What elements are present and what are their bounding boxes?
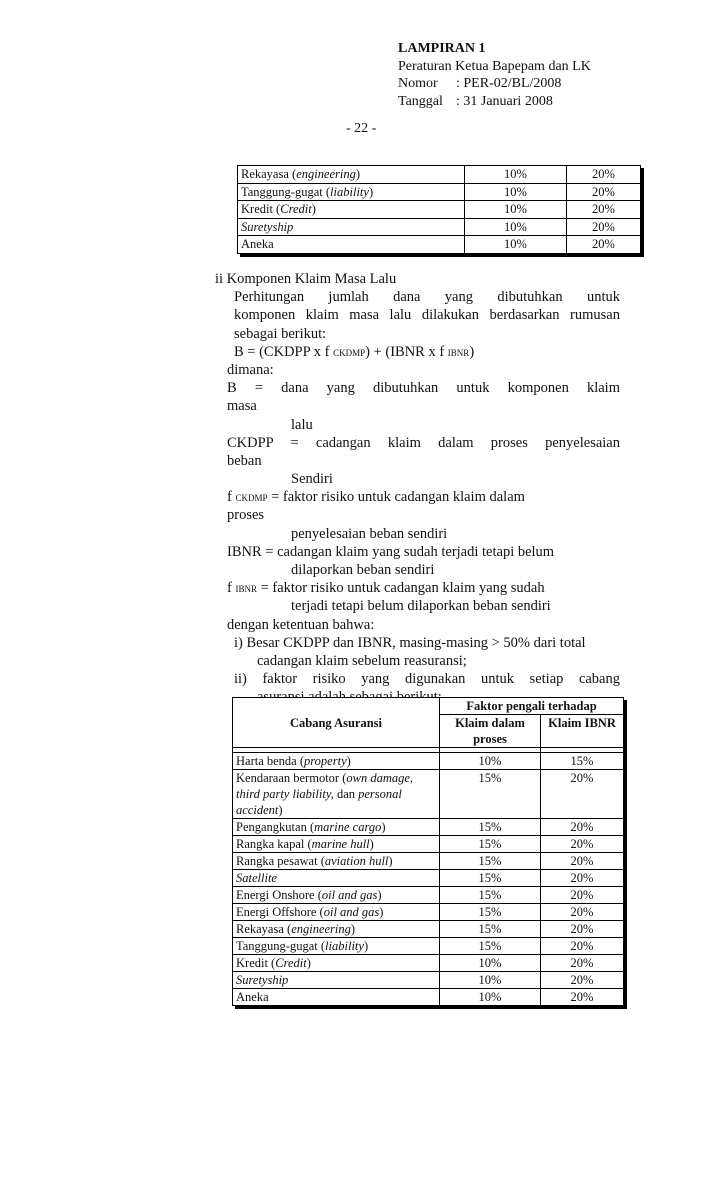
nomor-value: : PER-02/BL/2008: [456, 76, 562, 91]
tanggal-label: Tanggal: [398, 93, 443, 109]
definition-fibnr-cont: terjadi tetapi belum dilaporkan beban sendiri: [291, 598, 551, 615]
factor-claims-in-process: 10%: [440, 753, 541, 770]
factor-claims-in-process: 10%: [465, 236, 567, 254]
branch-name: ): [278, 803, 283, 817]
definition-fckdmp-cont: proses: [227, 507, 265, 524]
table-row: [238, 236, 641, 254]
factor-claims-in-process: 15%: [440, 904, 541, 921]
f-subscript: IBNR: [235, 584, 257, 595]
branch-term: aviation hull: [324, 854, 389, 868]
branch-name: Rekayasa (: [241, 167, 297, 181]
list-item-i: i) Besar CKDPP dan IBNR, masing-masing > 50% dari total: [234, 634, 586, 651]
branch-cell: [238, 201, 465, 219]
f-subscript: CKDMP: [235, 493, 268, 504]
branch-cell: [233, 819, 440, 836]
branch-cell: [233, 904, 440, 921]
definition-text: = faktor risiko untuk cadangan klaim yang sudah: [256, 580, 545, 597]
branch-cell: [233, 870, 440, 887]
table-row: [233, 921, 624, 938]
definition-fibnr: [215, 579, 620, 597]
branch-term: engineering: [291, 922, 351, 936]
branch-name: Rangka kapal (: [236, 837, 312, 851]
branch-term: Satellite: [236, 871, 277, 885]
branch-term: liability: [330, 184, 369, 199]
definition-ckdpp-cont: Sendiri: [291, 471, 333, 488]
branch-cell: [238, 236, 465, 254]
branch-name: Aneka: [241, 237, 274, 251]
branch-cell: [233, 972, 440, 989]
table-row: [233, 870, 624, 887]
branch-name: ): [377, 888, 382, 902]
table-row: [238, 166, 641, 184]
definition-b-cont: lalu: [291, 416, 313, 433]
table-row: [233, 887, 624, 904]
tanggal-value: : 31 Januari 2008: [456, 93, 553, 109]
branch-term: Credit: [275, 956, 307, 970]
formula-part: ): [469, 343, 475, 360]
factor-ibnr: 20%: [541, 989, 624, 1006]
branch-name: Pengangkutan (: [236, 820, 315, 834]
paragraph-line: komponen klaim masa lalu dilakukan berdasarkan rumusan: [234, 307, 620, 324]
tanggal-line: [398, 93, 591, 111]
branch-name: Tanggung-gugat (: [241, 184, 331, 199]
f-symbol: f: [227, 489, 236, 506]
branch-name: ): [346, 754, 351, 768]
factor-claims-in-process: 10%: [440, 989, 541, 1006]
factor-ibnr: 20%: [592, 167, 615, 181]
branch-name: Kredit (: [236, 956, 276, 970]
branch-name: Kredit (: [241, 202, 281, 216]
branch-term: marine hull: [311, 837, 370, 851]
definition-b-cont: masa: [227, 398, 257, 415]
branch-name: ): [311, 202, 316, 216]
definition-text: = faktor risiko untuk cadangan klaim dalam: [267, 489, 525, 506]
section-heading: ii Komponen Klaim Masa Lalu: [215, 271, 397, 287]
branch-name: ): [368, 184, 374, 199]
dimana-label: dimana:: [227, 361, 274, 378]
regulation-name: Peraturan Ketua Bapepam dan LK: [398, 58, 591, 74]
branch-name: Tanggung-gugat (: [236, 939, 326, 953]
branch-name: ): [379, 905, 384, 919]
factor-claims-in-process: 15%: [440, 770, 541, 819]
definition-ibnr-cont: dilaporkan beban sendiri: [291, 562, 435, 578]
branch-term: own damage, third party liability,: [236, 771, 414, 801]
branch-name: ): [381, 820, 386, 834]
factor-ibnr: 20%: [541, 972, 624, 989]
column-header-ibnr: Klaim IBNR: [541, 715, 624, 748]
document-header: [398, 40, 591, 110]
factor-ibnr: 15%: [541, 753, 624, 770]
factor-claims-in-process: 10%: [465, 218, 567, 236]
branch-term: Suretyship: [241, 219, 294, 234]
factor-claims-in-process: 10%: [465, 183, 567, 201]
table-row: [233, 819, 624, 836]
factor-ibnr: 20%: [541, 887, 624, 904]
branch-term: oil and gas: [321, 888, 378, 902]
branch-cell: [233, 836, 440, 853]
section-body: [215, 270, 620, 707]
branch-name: Rekayasa (: [236, 922, 292, 936]
factor-ibnr: 20%: [541, 921, 624, 938]
branch-cell: [233, 938, 440, 955]
branch-name: ): [388, 854, 393, 868]
formula-subscript: IBNR: [447, 347, 470, 358]
branch-cell: [233, 887, 440, 904]
factor-ibnr: 20%: [567, 236, 641, 254]
factor-claims-in-process: 15%: [440, 870, 541, 887]
paragraph-line: sebagai berikut:: [234, 325, 327, 342]
list-item-ii: ii) faktor risiko yang digunakan untuk setiap cabang: [234, 671, 620, 688]
factor-ibnr: 20%: [541, 819, 624, 836]
definition-fckdmp: [215, 488, 620, 506]
branch-cell: [238, 166, 465, 184]
table-row: [233, 904, 624, 921]
branch-name: Energi Onshore (: [236, 888, 322, 902]
factor-claims-in-process: 15%: [440, 853, 541, 870]
branch-name: ): [306, 956, 311, 970]
factor-table-continued: [237, 165, 641, 254]
branch-name: ): [363, 939, 369, 953]
branch-name: Harta benda (: [236, 754, 305, 768]
formula-subscript: CKDMP: [333, 347, 366, 358]
table-row: [233, 972, 624, 989]
factor-claims-in-process: 10%: [465, 166, 567, 184]
page-number: - 22 -: [346, 121, 377, 136]
list-item-i-cont: cadangan klaim sebelum reasuransi;: [257, 652, 467, 669]
formula: [215, 343, 620, 361]
branch-term: oil and gas: [323, 905, 380, 919]
branch-cell: [233, 989, 440, 1006]
branch-cell: [233, 770, 440, 819]
table-row: [238, 183, 641, 201]
definition-fckdmp-cont: penyelesaian beban sendiri: [291, 525, 448, 542]
branch-cell: [238, 183, 465, 201]
branch-name: Energi Offshore (: [236, 905, 324, 919]
branch-term: liability: [325, 939, 364, 953]
factor-ibnr: 20%: [541, 955, 624, 972]
factor-ibnr: 20%: [567, 201, 641, 219]
formula-part: B = (CKDPP x f: [234, 343, 334, 360]
column-header-branch: Cabang Asuransi: [233, 698, 440, 748]
factor-ibnr: 20%: [541, 836, 624, 853]
branch-term: marine cargo: [314, 820, 382, 834]
branch-cell: [238, 218, 465, 236]
paragraph-line: Perhitungan jumlah dana yang dibutuhkan untuk: [234, 289, 620, 306]
factor-ibnr: 20%: [541, 938, 624, 955]
branch-name: Rangka pesawat (: [236, 854, 325, 868]
branch-term: Suretyship: [236, 973, 289, 987]
factor-claims-in-process: 15%: [440, 819, 541, 836]
column-header-claims-in-process: Klaim dalam proses: [440, 715, 541, 748]
branch-term: engineering: [296, 167, 356, 181]
factor-claims-in-process: 15%: [440, 887, 541, 904]
branch-term: personal accident: [236, 787, 402, 817]
f-symbol: f: [227, 580, 236, 597]
factor-claims-in-process: 10%: [465, 201, 567, 219]
branch-term: property: [304, 754, 347, 768]
factor-claims-in-process: 10%: [440, 955, 541, 972]
definition-b: B = dana yang dibutuhkan untuk komponen klaim: [227, 380, 620, 397]
branch-cell: [233, 921, 440, 938]
branch-name: Aneka: [236, 990, 269, 1004]
branch-cell: [233, 955, 440, 972]
branch-name: Kendaraan bermotor (: [236, 771, 347, 785]
factor-ibnr: 20%: [541, 770, 624, 819]
column-header-group: Faktor pengali terhadap: [440, 698, 624, 715]
factor-ibnr: 20%: [567, 183, 641, 201]
factor-claims-in-process: 15%: [440, 938, 541, 955]
factor-claims-in-process: 15%: [440, 921, 541, 938]
table-row: [233, 955, 624, 972]
factor-claims-in-process: 10%: [440, 972, 541, 989]
branch-name: ): [369, 837, 374, 851]
attachment-title: LAMPIRAN 1: [398, 41, 486, 56]
factor-ibnr: 20%: [541, 853, 624, 870]
factor-ibnr: 20%: [541, 870, 624, 887]
factor-ibnr: 20%: [541, 904, 624, 921]
factor-ibnr: 20%: [567, 218, 641, 236]
definition-ckdpp: CKDPP = cadangan klaim dalam proses penyelesaian: [227, 434, 620, 451]
branch-name: dan: [333, 787, 359, 801]
definition-ibnr: IBNR = cadangan klaim yang sudah terjadi tetapi belum: [227, 543, 555, 560]
branch-name: ): [355, 167, 361, 181]
definition-ckdpp-cont: beban: [227, 452, 262, 469]
table-row: [233, 770, 624, 819]
table-row: [233, 938, 624, 955]
formula-part: ) + (IBNR x f: [365, 343, 448, 360]
table-row: [238, 201, 641, 219]
branch-cell: [233, 853, 440, 870]
nomor-line: [398, 75, 591, 93]
ketentuan-label: dengan ketentuan bahwa:: [227, 616, 375, 633]
table-row: [233, 836, 624, 853]
risk-factor-table: [232, 697, 624, 1006]
branch-name: ): [350, 922, 356, 936]
table-row: [238, 218, 641, 236]
table-row: [233, 989, 624, 1006]
nomor-label: Nomor: [398, 76, 438, 91]
table-row: [233, 853, 624, 870]
branch-term: Credit: [280, 202, 312, 216]
table-row: [233, 753, 624, 770]
branch-cell: [233, 753, 440, 770]
factor-claims-in-process: 15%: [440, 836, 541, 853]
